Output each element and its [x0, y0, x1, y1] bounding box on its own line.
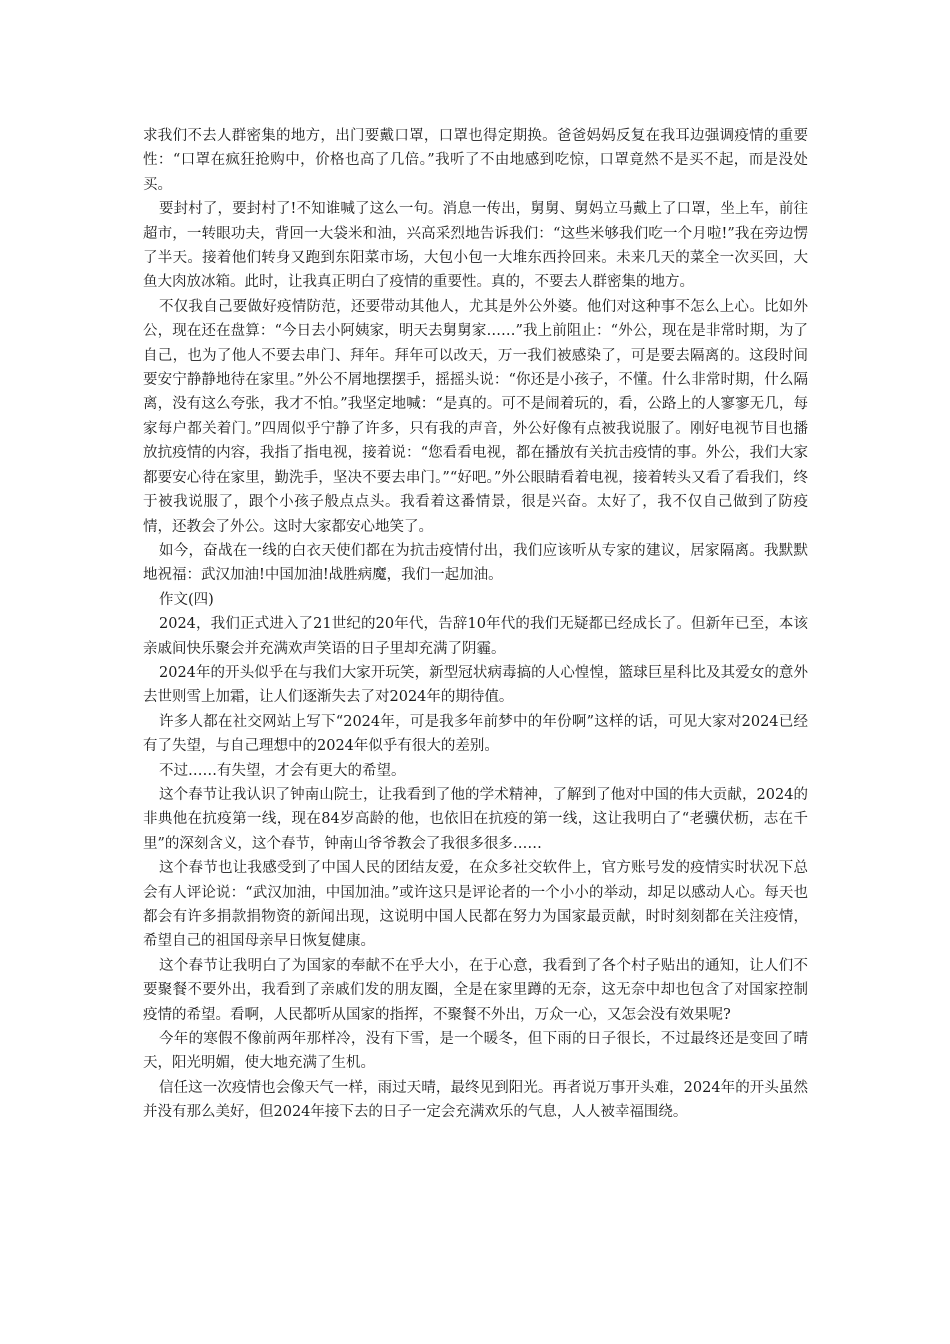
paragraph: 今年的寒假不像前两年那样冷，没有下雪，是一个暖冬，但下雨的日子很长，不过最终还是变回了晴天，阳光明媚，使大地充满了生机。	[143, 1031, 808, 1072]
paragraph: 这个春节让我认识了钟南山院士，让我看到了他的学术精神，了解到了他对中国的伟大贡献，2024的非典他在抗疫第一线，现在84岁高龄的他，也依旧在抗疫的第一线，这让我明白了“老骥伏枥，志在千里”的深刻含义，这个春节，钟南山爷爷教会了我很多很多……	[143, 786, 808, 852]
paragraph: 要封村了，要封村了!不知谁喊了这么一句。消息一传出，舅舅、舅妈立马戴上了口罩，坐上车，前往超市，一转眼功夫，背回一大袋米和油，兴高采烈地告诉我们：“这些米够我们吃一个月啦!”我在旁边愣了半天。接着他们转身又跑到东阳菜市场，大包小包一大堆东西拎回来。未来几天的菜全一次买回，大鱼大肉放冰箱。此时，让我真正明白了疫情的重要性。真的，不要去人群密集的地方。	[143, 201, 808, 291]
paragraph: 2024年的开头似乎在与我们大家开玩笑，新型冠状病毒搞的人心惶惶，篮球巨星科比及其爱女的意外去世则雪上加霜，让人们逐渐失去了对2024年的期待值。	[143, 664, 808, 706]
paragraph: 如今，奋战在一线的白衣天使们都在为抗击疫情付出，我们应该听从专家的建议，居家隔离。我默默地祝福：武汉加油!中国加油!战胜病魔，我们一起加油。	[143, 542, 808, 584]
paragraph: 信任这一次疫情也会像天气一样，雨过天晴，最终见到阳光。再者说万事开头难，2024年的开头虽然并没有那么美好，但2024年接下去的日子一定会充满欢乐的气息，人人被幸福围绕。	[143, 1079, 808, 1121]
paragraph: 这个春节也让我感受到了中国人民的团结友爱，在众多社交软件上，官方账号发的疫情实时状况下总会有人评论说：“武汉加油，中国加油。”或许这只是评论者的一个小小的举动，却足以感动人心。每天也都会有许多捐款捐物资的新闻出现，这说明中国人民都在努力为国家最贡献，时时刻刻都在关注疫情，希望自己的祖国母亲早日恢复健康。	[143, 860, 808, 950]
section-heading: 作文(四)	[159, 591, 214, 608]
document-body	[143, 124, 808, 1125]
paragraph-continued: 求我们不去人群密集的地方，出门要戴口罩，口罩也得定期换。爸爸妈妈反复在我耳边强调疫情的重要性：“口罩在疯狂抢购中，价格也高了几倍。”我听了不由地感到吃惊，口罩竟然不是买不起，而是没处买。	[143, 128, 808, 193]
paragraph: 2024，我们正式进入了21世纪的20年代，告辞10年代的我们无疑都已经成长了。但新年已至，本该亲戚间快乐聚会并充满欢声笑语的日子里却充满了阴霾。	[143, 616, 808, 657]
paragraph: 不过……有失望，才会有更大的希望。	[159, 762, 406, 779]
paragraph: 许多人都在社交网站上写下“2024年，可是我多年前梦中的年份啊”这样的话，可见大家对2024已经有了失望，与自己理想中的2024年似乎有很大的差别。	[143, 713, 808, 755]
paragraph: 不仅我自己要做好疫情防范，还要带动其他人，尤其是外公外婆。他们对这种事不怎么上心。比如外公，现在还在盘算：“今日去小阿姨家，明天去舅舅家……”我上前阻止：“外公，现在是非常时期，为了自己，也为了他人不要去串门、拜年。拜年可以改天，万一我们被感染了，可是要去隔离的。这段时间要安宁静静地待在家里。”外公不屑地摆摆手，摇摇头说：“你还是小孩子，不懂。什么非常时期，什么隔离，没有这么夸张，我才不怕。”我坚定地喊：“是真的。可不是闹着玩的，看，公路上的人寥寥无几，每家每户都关着门。”四周似乎宁静了许多，只有我的声音，外公好像有点被我说服了。刚好电视节目也播放抗疫情的内容，我指了指电视，接着说：“您看看电视，都在播放有关抗击疫情的事。外公，我们大家都要安心待在家里，勤洗手，坚决不要去串门。”“好吧。”外公眼睛看着电视，接着转头又看了看我们，终于被我说服了，跟个小孩子般点点头。我看着这番情景，很是兴奋。太好了，我不仅自己做到了防疫情，还教会了外公。这时大家都安心地笑了。	[143, 298, 808, 535]
paragraph: 这个春节让我明白了为国家的奉献不在乎大小，在于心意，我看到了各个村子贴出的通知，让人们不要聚餐不要外出，我看到了亲戚们发的朋友圈，全是在家里蹲的无奈，这无奈中却也包含了对国家控制疫情的希望。看啊，人民都听从国家的指挥，不聚餐不外出，万众一心，又怎会没有效果呢?	[143, 957, 808, 1023]
